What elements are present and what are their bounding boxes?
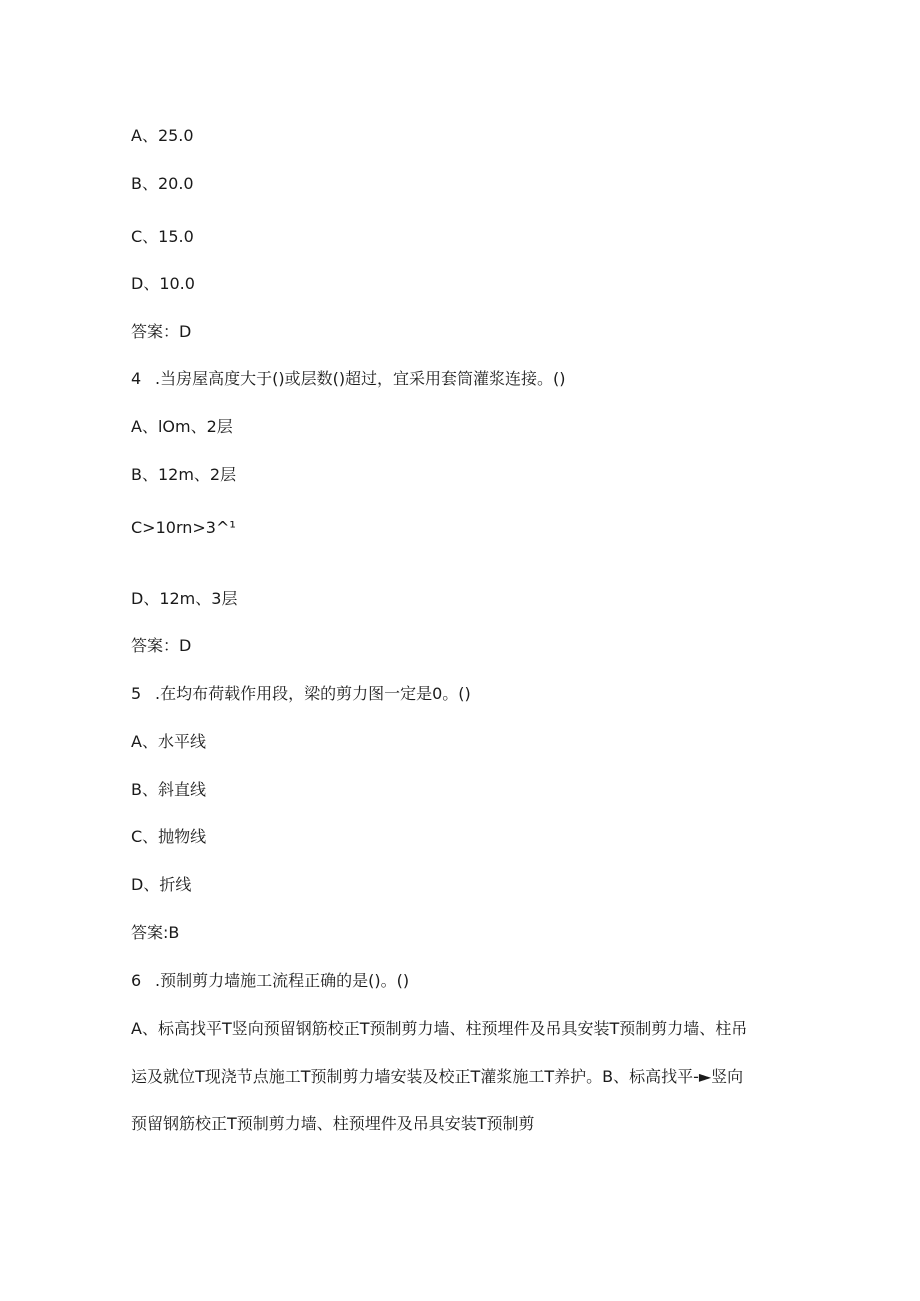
q5-option-a: A、水平线: [131, 732, 206, 751]
q5-option-d: D、折线: [131, 875, 192, 894]
q6-body-line-3: 预留钢筋校正T预制剪力墙、柱预埋件及吊具安装T预制剪: [131, 1114, 535, 1133]
q6-stem: [131, 971, 409, 991]
q6-body-line-1: A、标高找平T竖向预留钢筋校正T预制剪力墙、柱预埋件及吊具安装T预制剪力墙、柱吊: [131, 1019, 748, 1038]
q4-option-a: A、lOm、2层: [131, 417, 233, 436]
q4-option-c: C>10rn>3^¹: [131, 518, 236, 537]
q5-answer: 答案:B: [131, 923, 180, 942]
q3-option-a: A、25.0: [131, 126, 194, 145]
q3-option-c: C、15.0: [131, 227, 194, 246]
q6-stem-text: .预制剪力墙施工流程正确的是()。(): [155, 971, 410, 990]
q5-stem-text: .在均布荷载作用段，梁的剪力图一定是0。(): [155, 684, 471, 703]
q4-option-b: B、12m、2层: [131, 465, 237, 484]
q3-option-d: D、10.0: [131, 274, 195, 293]
q5-stem: [131, 684, 471, 704]
q4-answer: 答案：D: [131, 636, 192, 655]
q5-option-b: B、斜直线: [131, 780, 206, 799]
q4-option-d: D、12m、3层: [131, 589, 238, 608]
q4-stem: [131, 369, 566, 389]
q6-body-line-2: 运及就位T现浇节点施工T预制剪力墙安装及校正T灌浆施工T养护。B、标高找平-►竖向: [131, 1067, 744, 1086]
q6-number: 6: [131, 971, 142, 990]
q4-stem-text: .当房屋高度大于()或层数()超过，宜采用套筒灌浆连接。(): [155, 369, 566, 388]
q5-number: 5: [131, 684, 142, 703]
q4-number: 4: [131, 369, 142, 388]
q3-answer: 答案：D: [131, 322, 192, 341]
q3-option-b: B、20.0: [131, 174, 194, 193]
q5-option-c: C、抛物线: [131, 827, 207, 846]
